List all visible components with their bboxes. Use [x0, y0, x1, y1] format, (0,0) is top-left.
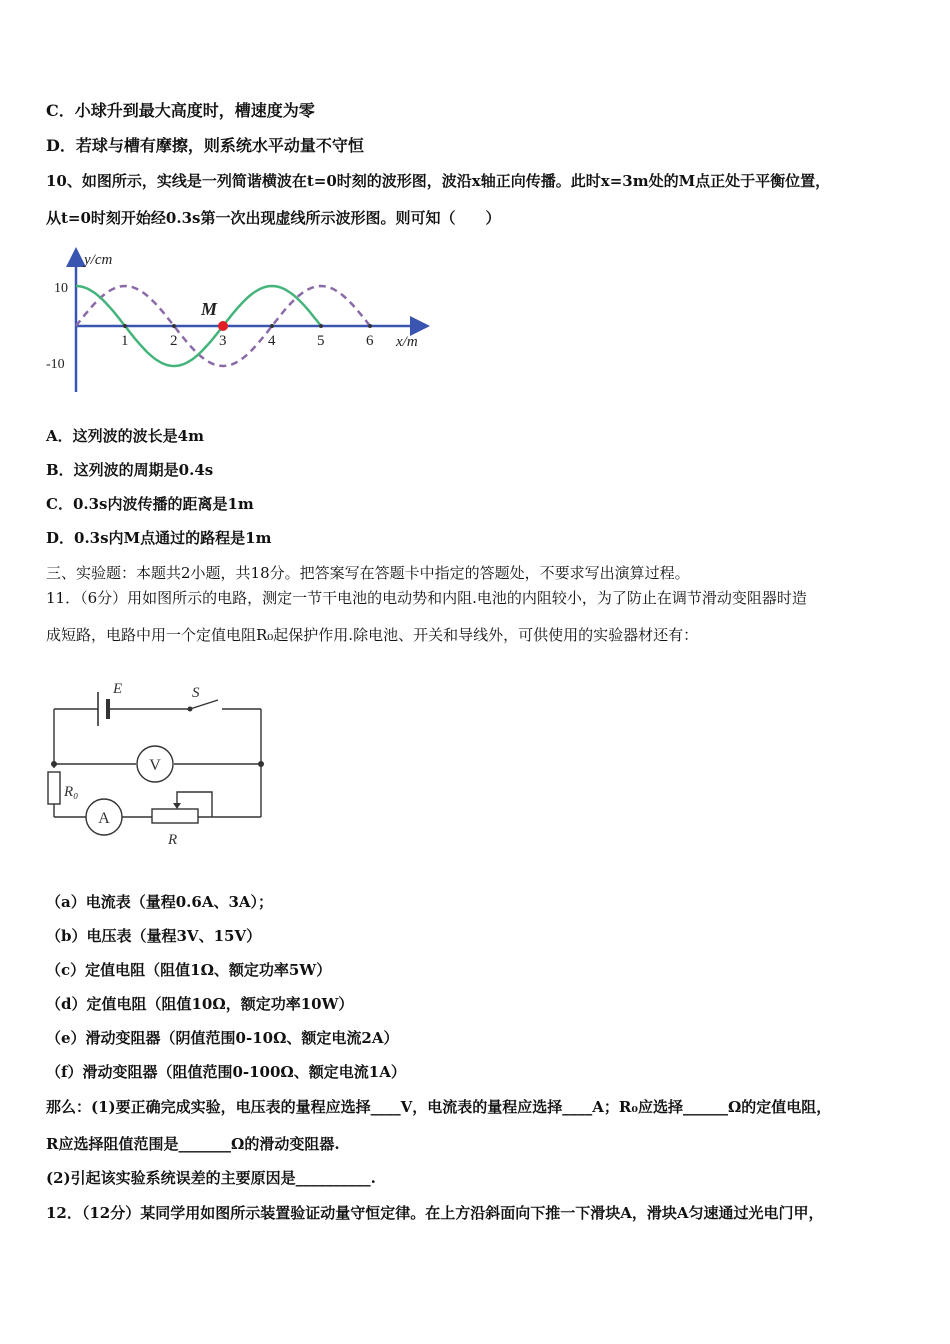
ammeter-label: A [98, 810, 110, 827]
x-tick-mark-1 [123, 324, 127, 328]
x-ticks [121, 324, 374, 349]
q11-question-line2: R应选择阻值范围是_______Ω的滑动变阻器. [46, 1135, 340, 1153]
point-m-label: M [201, 299, 218, 319]
q9-option-c: C．小球升到最大高度时，槽速度为零 [46, 101, 315, 120]
circuit-diagram [40, 672, 280, 852]
switch-pivot [188, 707, 193, 712]
q11-item-e: （e）滑动变阻器（阴值范围0-10Ω、额定电流2A） [46, 1029, 399, 1047]
x-tick-label-2: 2 [170, 333, 178, 349]
rheostat-slider-arrow [173, 803, 181, 809]
rheostat [152, 809, 198, 823]
q10-option-c: C．0.3s内波传播的距离是1m [46, 495, 254, 513]
x-tick-label-3: 3 [219, 333, 227, 349]
q9-option-d: D．若球与槽有摩擦，则系统水平动量不守恒 [46, 136, 364, 155]
node-left-dot [51, 761, 57, 767]
q11-stem-line2: 成短路，电路中用一个定值电阻R₀起保护作用.除电池、开关和导线外，可供使用的实验器材还有： [46, 626, 699, 644]
q12-stem-line1: 12．（12分）某同学用如图所示装置验证动量守恒定律。在上方沿斜面向下推一下滑块A，滑块A匀速通过光电门甲， [46, 1204, 824, 1222]
resistor-r0 [48, 772, 60, 804]
y-tick-10: 10 [54, 281, 68, 296]
resistor-r0-label: R₀ [64, 784, 79, 800]
q11-item-f: （f）滑动变阻器（阻值范围0-100Ω、额定电流1A） [46, 1063, 406, 1081]
node-right-dot [258, 761, 264, 767]
x-tick-label-1: 1 [121, 333, 129, 349]
wave-graph [40, 240, 440, 400]
section3-heading: 三、实验题：本题共2小题，共18分。把答案写在答题卡中指定的答题处，不要求写出演算过程。 [46, 564, 690, 582]
rheostat-label: R [168, 832, 178, 848]
x-tick-mark-6 [368, 324, 372, 328]
y-tick-minus10: -10 [46, 357, 65, 372]
q11-item-a: （a）电流表（量程0.6A、3A）； [46, 893, 274, 911]
q11-item-d: （d）定值电阻（阻值10Ω，额定功率10W） [46, 995, 354, 1013]
q11-item-c: （c）定值电阻（阻值1Ω、额定功率5W） [46, 961, 332, 979]
q11-question-line1: 那么：(1)要正确完成实验，电压表的量程应选择____V，电流表的量程应选择____A；R₀应选择______Ω的定值电阻， [46, 1098, 832, 1116]
x-tick-mark-2 [172, 324, 176, 328]
q11-stem-line1: 11．（6分）用如图所示的电路，测定一节干电池的电动势和内阻.电池的内阻较小，为了防止在调节滑动变阻器时造 [46, 589, 807, 607]
q10-option-a: A．这列波的波长是4m [46, 427, 204, 445]
y-axis-label: y/cm [84, 252, 113, 268]
q10-option-d: D．0.3s内M点通过的路程是1m [46, 529, 272, 547]
x-tick-label-5: 5 [317, 333, 325, 349]
switch-label: S [192, 685, 200, 701]
q10-stem-line1: 10、如图所示，实线是一列简谐横波在t=0时刻的波形图，波沿x轴正向传播。此时x=3m处的M点正处于平衡位置， [46, 172, 831, 190]
battery-label: E [113, 681, 123, 697]
voltmeter-label: V [149, 757, 161, 774]
x-tick-mark-4 [270, 324, 274, 328]
q11-question-line3: (2)引起该实验系统误差的主要原因是__________. [46, 1169, 376, 1187]
x-tick-label-4: 4 [268, 333, 276, 349]
q10-stem-line2: 从t=0时刻开始经0.3s第一次出现虚线所示波形图。则可知（ ） [46, 209, 501, 227]
q10-option-b: B．这列波的周期是0.4s [46, 461, 214, 479]
x-tick-label-6: 6 [366, 333, 374, 349]
x-tick-mark-5 [319, 324, 323, 328]
x-axis-label: x/m [396, 334, 418, 350]
point-m [218, 321, 228, 331]
q11-item-b: （b）电压表（量程3V、15V） [46, 927, 262, 945]
